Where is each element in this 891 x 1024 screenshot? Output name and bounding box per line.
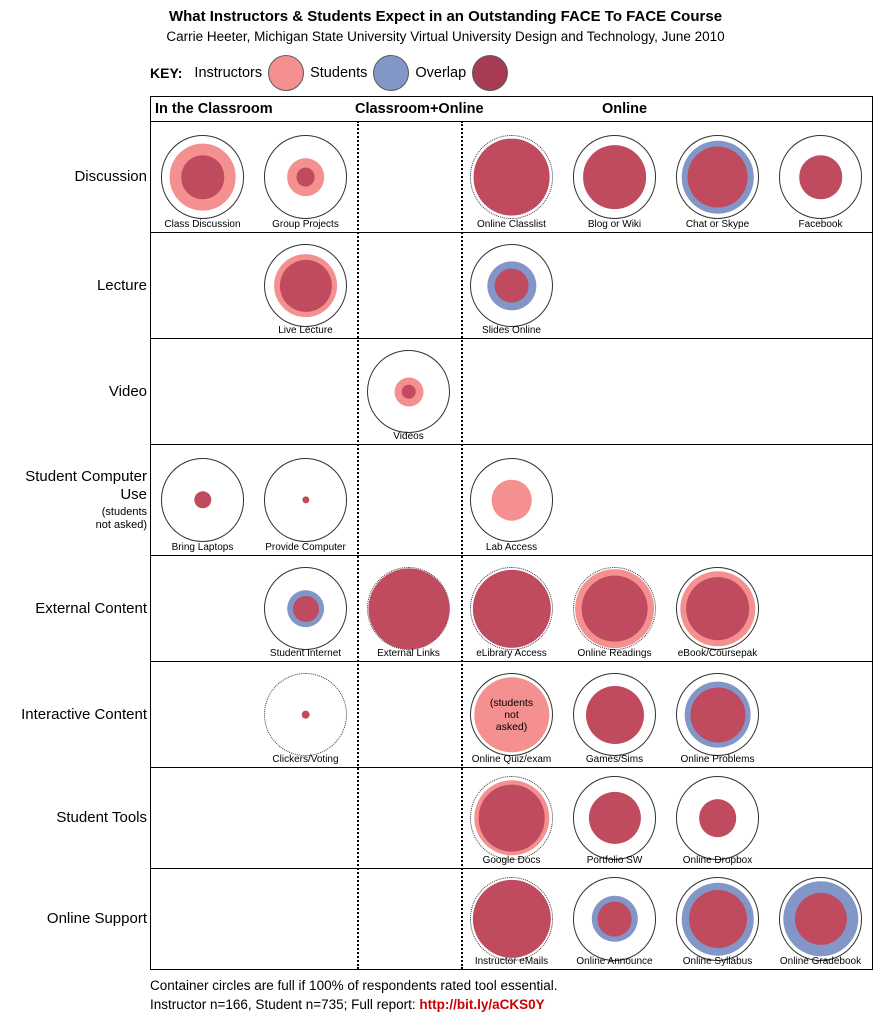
bubble-cell[interactable] bbox=[151, 122, 254, 232]
bubble-cell[interactable] bbox=[460, 233, 563, 338]
row-label bbox=[1, 233, 147, 338]
bubble-group bbox=[573, 122, 656, 232]
matrix-cell bbox=[151, 768, 254, 868]
matrix-cell bbox=[769, 233, 872, 338]
bubble-group bbox=[573, 662, 656, 767]
bubble-group bbox=[573, 768, 656, 868]
bubble-caption: Class Discussion bbox=[164, 219, 241, 230]
bubble-cell[interactable] bbox=[666, 869, 769, 969]
bubble-group bbox=[676, 122, 759, 232]
matrix-cell bbox=[460, 339, 563, 444]
row-cells bbox=[151, 445, 872, 555]
bubble-caption: Bring Laptops bbox=[171, 542, 234, 553]
overlap-bubble bbox=[181, 155, 225, 199]
legend-swatch-overlap bbox=[472, 55, 508, 91]
bubble-group bbox=[470, 768, 553, 868]
matrix-cell bbox=[666, 339, 769, 444]
bubble-group bbox=[573, 869, 656, 969]
bubble-cell[interactable] bbox=[563, 122, 666, 232]
row-label-text: Student Computer Use bbox=[25, 468, 147, 503]
matrix-cell bbox=[769, 445, 872, 555]
matrix-cell bbox=[769, 339, 872, 444]
column-header-classroom-online: Classroom+Online bbox=[355, 101, 484, 117]
bubble-caption: Slides Online bbox=[482, 325, 541, 336]
bubble-cell[interactable] bbox=[151, 445, 254, 555]
matrix-cell bbox=[254, 869, 357, 969]
overlap-bubble bbox=[279, 259, 331, 311]
matrix-cell bbox=[666, 445, 769, 555]
row-cells bbox=[151, 122, 872, 232]
matrix-row bbox=[96, 233, 872, 339]
container-circle bbox=[573, 776, 656, 859]
bubble-cell[interactable] bbox=[254, 233, 357, 338]
bubble-caption: Online Announce bbox=[576, 956, 653, 967]
matrix-cell bbox=[666, 233, 769, 338]
footer-line-2-text: Instructor n=166, Student n=735; Full report: bbox=[150, 997, 420, 1012]
row-label-text: Online Support bbox=[46, 910, 147, 927]
overlap-bubble bbox=[296, 168, 315, 187]
bubble-caption: Instructor eMails bbox=[474, 956, 549, 967]
instructors-bubble bbox=[491, 480, 532, 521]
row-cells bbox=[151, 869, 872, 969]
container-circle bbox=[573, 567, 656, 650]
legend-label: KEY: bbox=[150, 65, 183, 81]
bubble-group bbox=[470, 662, 553, 767]
bubble-caption: Portfolio SW bbox=[586, 855, 643, 866]
row-label-text: Interactive Content bbox=[21, 705, 147, 723]
bubble-cell[interactable] bbox=[460, 662, 563, 767]
row-label-text: Student Tools bbox=[56, 809, 147, 826]
matrix-cell bbox=[151, 662, 254, 767]
overlap-bubble bbox=[686, 577, 750, 641]
bubble-group bbox=[676, 768, 759, 868]
matrix-cell bbox=[357, 662, 460, 767]
row-cells bbox=[151, 556, 872, 661]
bubble-caption: Lab Access bbox=[485, 542, 538, 553]
container-circle bbox=[470, 135, 553, 218]
container-circle bbox=[367, 350, 450, 433]
matrix-row bbox=[35, 556, 872, 662]
bubble-cell[interactable] bbox=[254, 556, 357, 661]
bubble-group bbox=[676, 556, 759, 661]
matrix-rows bbox=[21, 122, 872, 969]
container-circle bbox=[573, 673, 656, 756]
bubble-caption: Videos bbox=[393, 431, 424, 442]
matrix-cell bbox=[151, 233, 254, 338]
column-header-online: Online bbox=[601, 101, 648, 117]
overlap-bubble bbox=[473, 139, 550, 216]
bubble-group bbox=[367, 556, 450, 661]
container-circle bbox=[264, 458, 347, 541]
overlap-bubble bbox=[368, 568, 449, 649]
container-circle bbox=[470, 458, 553, 541]
legend-item-overlap bbox=[415, 55, 508, 91]
footer-line-1: Container circles are full if 100% of respondents rated tool essential. bbox=[150, 978, 558, 993]
bubble-caption: Group Projects bbox=[272, 219, 339, 230]
bubble-caption: eLibrary Access bbox=[476, 648, 547, 659]
footer bbox=[150, 970, 891, 1014]
bubble-cell[interactable] bbox=[460, 556, 563, 661]
row-label bbox=[1, 122, 147, 232]
bubble-caption: Online Classlist bbox=[477, 219, 546, 230]
overlap-bubble bbox=[689, 890, 747, 948]
legend-item-instructors-label: Instructors bbox=[194, 65, 263, 81]
matrix-cell bbox=[151, 869, 254, 969]
footer-line-2 bbox=[150, 995, 891, 1014]
bubble-matrix bbox=[21, 96, 873, 970]
bubble-group bbox=[264, 122, 347, 232]
bubble-group bbox=[573, 556, 656, 661]
row-label-text: Lecture bbox=[96, 276, 147, 294]
overlap-bubble bbox=[588, 792, 640, 844]
overlap-bubble bbox=[690, 687, 745, 742]
bubble-cell[interactable] bbox=[666, 662, 769, 767]
container-circle bbox=[470, 673, 553, 756]
row-cells bbox=[151, 339, 872, 444]
row-label bbox=[1, 869, 147, 969]
overlap-bubble bbox=[799, 155, 843, 199]
bubble-group bbox=[264, 233, 347, 338]
matrix-row bbox=[46, 869, 872, 969]
container-circle bbox=[779, 877, 862, 960]
legend-item-students-label: Students bbox=[310, 65, 368, 81]
bubble-cell[interactable] bbox=[460, 445, 563, 555]
matrix-cell bbox=[357, 122, 460, 232]
container-circle bbox=[161, 135, 244, 218]
bubble-group bbox=[779, 869, 862, 969]
bubble-caption: Chat or Skype bbox=[685, 219, 750, 230]
overlap-bubble bbox=[699, 799, 737, 837]
container-circle bbox=[470, 244, 553, 327]
bubble-caption: Online Quiz/exam bbox=[471, 754, 552, 765]
container-circle bbox=[573, 877, 656, 960]
bubble-group bbox=[264, 445, 347, 555]
matrix-cell bbox=[151, 339, 254, 444]
column-header-in-the-classroom: In the Classroom bbox=[155, 101, 273, 117]
matrix-row bbox=[21, 662, 872, 768]
bubble-cell[interactable] bbox=[563, 556, 666, 661]
overlap-bubble bbox=[586, 686, 644, 744]
overlap-bubble bbox=[194, 491, 211, 508]
row-label bbox=[1, 768, 147, 868]
container-circle bbox=[264, 567, 347, 650]
bubble-group bbox=[779, 122, 862, 232]
container-circle bbox=[676, 673, 759, 756]
bubble-cell[interactable] bbox=[666, 768, 769, 868]
container-circle bbox=[161, 458, 244, 541]
row-cells bbox=[151, 233, 872, 338]
overlap-bubble bbox=[401, 384, 416, 399]
matrix-cell bbox=[357, 869, 460, 969]
bubble-caption: Online Readings bbox=[577, 648, 652, 659]
container-circle bbox=[779, 135, 862, 218]
legend-swatch-students bbox=[373, 55, 409, 91]
legend-swatch-instructors bbox=[268, 55, 304, 91]
bubble-cell[interactable] bbox=[460, 768, 563, 868]
bubble-caption: Clickers/Voting bbox=[272, 754, 339, 765]
container-circle bbox=[676, 567, 759, 650]
row-label bbox=[1, 339, 147, 444]
row-label bbox=[1, 445, 147, 555]
matrix-cell bbox=[254, 768, 357, 868]
row-label bbox=[1, 556, 147, 661]
bubble-group bbox=[470, 233, 553, 338]
legend-item-students bbox=[310, 55, 409, 91]
row-label-text: Discussion bbox=[74, 168, 147, 185]
column-headers bbox=[151, 97, 872, 122]
matrix-cell bbox=[254, 339, 357, 444]
legend bbox=[0, 50, 891, 96]
matrix-row bbox=[25, 445, 872, 556]
bubble-caption: Online Syllabus bbox=[682, 956, 753, 967]
bubble-cell[interactable] bbox=[357, 556, 460, 661]
overlap-bubble bbox=[478, 785, 545, 852]
matrix-row bbox=[74, 122, 872, 233]
matrix-cell bbox=[357, 445, 460, 555]
overlap-bubble bbox=[472, 880, 550, 958]
overlap-bubble bbox=[794, 893, 846, 945]
matrix-row bbox=[108, 339, 872, 445]
matrix-cell bbox=[769, 556, 872, 661]
row-label-note: (students not asked) bbox=[95, 506, 147, 531]
overlap-bubble bbox=[292, 595, 318, 621]
matrix-cell bbox=[769, 662, 872, 767]
divider-online bbox=[461, 121, 463, 969]
divider-classroom bbox=[357, 121, 359, 969]
bubble-cell[interactable] bbox=[254, 662, 357, 767]
matrix-cell bbox=[563, 339, 666, 444]
bubble-cell[interactable] bbox=[769, 122, 872, 232]
matrix-row bbox=[56, 768, 872, 869]
matrix-cell bbox=[151, 556, 254, 661]
row-label-text: Video bbox=[108, 382, 147, 400]
container-circle bbox=[676, 135, 759, 218]
overlap-bubble bbox=[597, 902, 632, 937]
bubble-group bbox=[470, 122, 553, 232]
bubble-cell[interactable] bbox=[460, 869, 563, 969]
container-circle bbox=[470, 567, 553, 650]
matrix-cell bbox=[357, 233, 460, 338]
container-circle bbox=[264, 244, 347, 327]
overlap-bubble bbox=[494, 268, 529, 303]
bubble-caption: Facebook bbox=[798, 219, 843, 230]
bubble-caption: Provide Computer bbox=[265, 542, 346, 553]
bubble-group bbox=[470, 556, 553, 661]
container-circle bbox=[264, 673, 347, 756]
bubble-cell[interactable] bbox=[563, 662, 666, 767]
matrix-cell bbox=[357, 768, 460, 868]
row-label-text: External Content bbox=[35, 599, 147, 617]
bubble-cell[interactable] bbox=[254, 122, 357, 232]
container-circle bbox=[676, 776, 759, 859]
bubble-caption: Online Gradebook bbox=[779, 956, 862, 967]
bubble-cell[interactable] bbox=[357, 339, 460, 444]
bubble-group bbox=[470, 869, 553, 969]
bubble-caption: Blog or Wiki bbox=[587, 219, 642, 230]
container-circle bbox=[264, 135, 347, 218]
bubble-cell[interactable] bbox=[666, 556, 769, 661]
overlap-bubble bbox=[581, 575, 648, 642]
container-circle bbox=[676, 877, 759, 960]
page-title: What Instructors & Students Expect in an Outstanding FACE To FACE Course bbox=[168, 8, 723, 25]
bubble-cell[interactable] bbox=[563, 768, 666, 868]
bubble-cell[interactable] bbox=[460, 122, 563, 232]
bubble-cell[interactable] bbox=[563, 869, 666, 969]
container-circle bbox=[470, 776, 553, 859]
container-circle bbox=[470, 877, 553, 960]
overlap-bubble bbox=[301, 710, 310, 719]
overlap-bubble bbox=[583, 145, 647, 209]
bubble-caption: Online Problems bbox=[680, 754, 755, 765]
bubble-group bbox=[367, 339, 450, 444]
bubble-caption: External Links bbox=[377, 648, 440, 659]
bubble-group bbox=[161, 122, 244, 232]
bubble-caption: Games/Sims bbox=[585, 754, 644, 765]
bubble-caption: Live Lecture bbox=[278, 325, 333, 336]
bubble-caption: Online Dropbox bbox=[682, 855, 753, 866]
bubble-caption: Student Internet bbox=[269, 648, 342, 659]
legend-item-overlap-label: Overlap bbox=[415, 65, 467, 81]
bubble-group bbox=[264, 662, 347, 767]
row-cells bbox=[151, 662, 872, 767]
bubble-cell[interactable] bbox=[769, 869, 872, 969]
row-cells bbox=[151, 768, 872, 868]
bubble-cell[interactable] bbox=[254, 445, 357, 555]
bubble-caption: Google Docs bbox=[482, 855, 541, 866]
bubble-group bbox=[470, 445, 553, 555]
page-subtitle: Carrie Heeter, Michigan State University Virtual University Design and Technology, June 2010 bbox=[166, 29, 725, 44]
matrix-cell bbox=[563, 445, 666, 555]
overlap-bubble bbox=[687, 147, 748, 208]
row-label bbox=[1, 662, 147, 767]
legend-item-instructors bbox=[194, 55, 304, 91]
bubble-group bbox=[676, 869, 759, 969]
overlap-bubble bbox=[472, 569, 550, 647]
matrix-cell bbox=[769, 768, 872, 868]
bubble-group bbox=[264, 556, 347, 661]
bubble-group bbox=[161, 445, 244, 555]
not-asked-note: (students not asked) bbox=[489, 696, 534, 733]
container-circle bbox=[573, 135, 656, 218]
container-circle bbox=[367, 567, 450, 650]
report-link[interactable]: http://bit.ly/aCKS0Y bbox=[419, 997, 545, 1012]
bubble-caption: eBook/Coursepak bbox=[677, 648, 758, 659]
matrix-cell bbox=[563, 233, 666, 338]
bubble-group bbox=[676, 662, 759, 767]
bubble-cell[interactable] bbox=[666, 122, 769, 232]
overlap-bubble bbox=[302, 496, 309, 503]
